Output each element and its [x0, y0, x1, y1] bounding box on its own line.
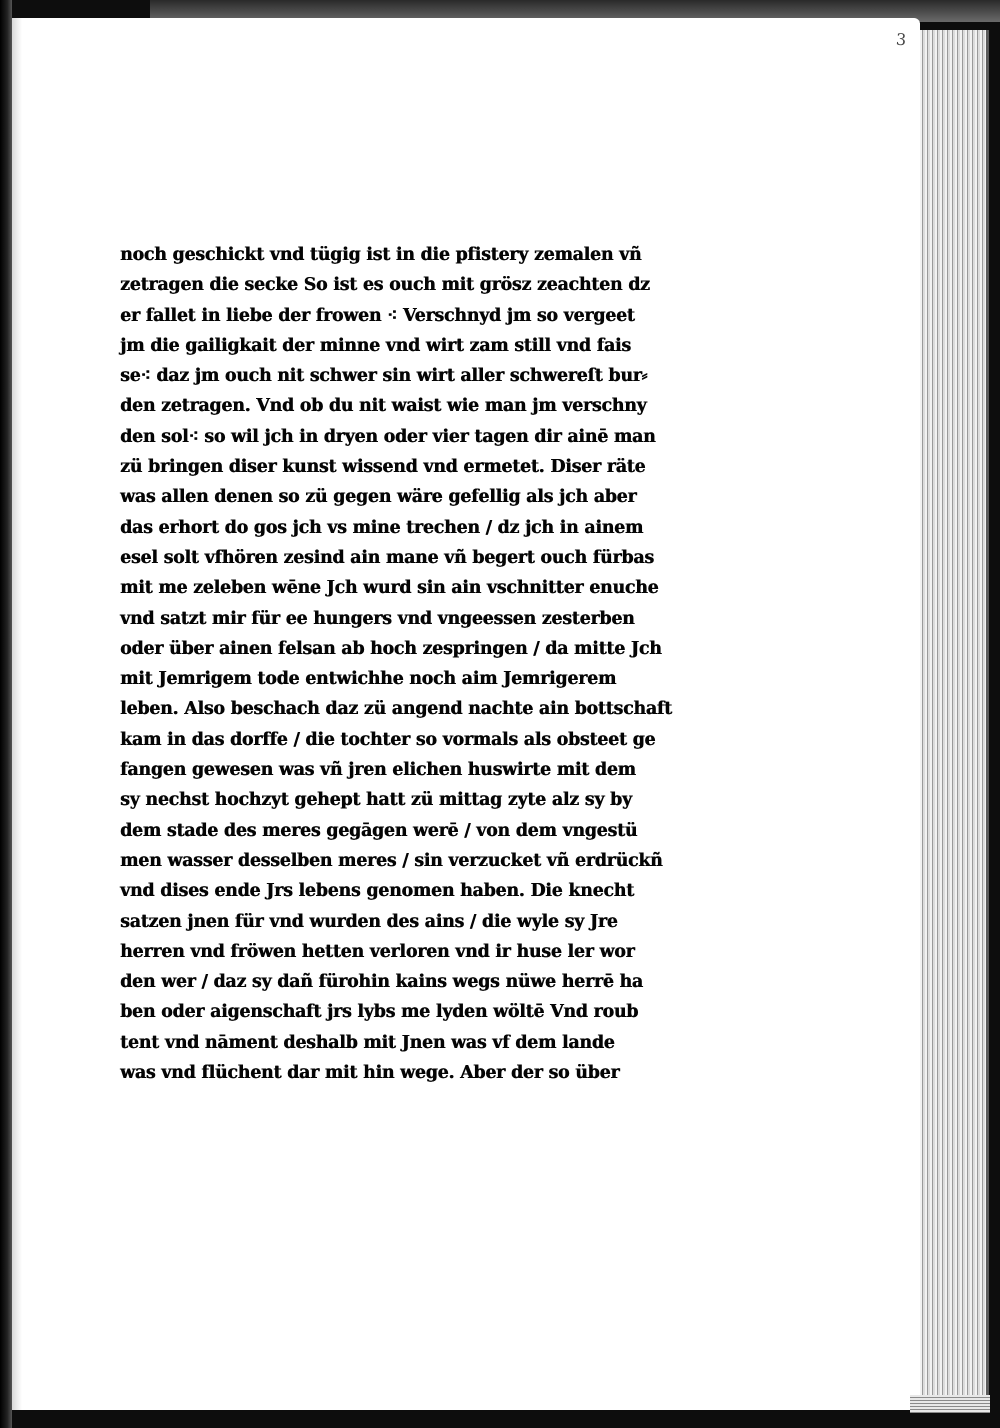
folio-number: 3 — [895, 29, 907, 50]
text-line: zetragen die secke So ist es ouch mit grösz zeachten dz — [120, 275, 650, 296]
text-line: dem stade des meres gegāgen werē / von dem vngestü — [120, 820, 638, 841]
text-line: den zetragen. Vnd ob du nit waist wie man jm verschny — [120, 396, 647, 417]
text-line: vnd dises ende Jrs lebens genomen haben. Die knecht — [120, 881, 634, 902]
text-line: tent vnd nāment deshalb mit Jnen was vf dem lande — [120, 1032, 615, 1053]
text-line: den wer / daz sy dañ fürohin kains wegs nüwe herrē ha — [120, 972, 643, 993]
text-line: fangen gewesen was vñ jren elichen huswirte mit dem — [120, 760, 636, 781]
page-curl-shadow — [12, 18, 22, 1410]
text-line: esel solt vfhören zesind ain mane vñ begert ouch fürbas — [120, 547, 654, 568]
text-line: mit me zeleben wēne Jch wurd sin ain vschnitter enuche — [120, 578, 659, 599]
text-line: noch geschickt vnd tügig ist in die pfistery zemalen vñ — [120, 245, 642, 265]
text-line: zü bringen diser kunst wissend vnd ermetet. Diser räte — [120, 457, 646, 478]
page-stack-edges — [920, 30, 989, 1400]
text-line: herren vnd fröwen hetten verloren vnd ir huse ler wor — [120, 941, 635, 962]
text-line: oder über ainen felsan ab hoch zespringen / da mitte Jch — [120, 638, 662, 659]
text-line: sy nechst hochzyt gehept hatt zü mittag zyte alz sy by — [120, 790, 632, 811]
text-line: was vnd flüchent dar mit hin wege. Aber der so über — [120, 1063, 620, 1084]
text-line: was allen denen so zü gegen wäre gefellig als jch aber — [120, 487, 637, 508]
text-line: den sol⁖ so wil jch in dryen oder vier tagen dir ainē man — [120, 426, 656, 447]
text-line: kam in das dorffe / die tochter so vormals als obsteet ge — [120, 729, 656, 750]
text-line: satzen jnen für vnd wurden des ains / die wyle sy Jre — [120, 911, 618, 932]
text-line: vnd satzt mir für ee hungers vnd vngeessen zesterben — [120, 608, 635, 629]
page-stack-bottom — [910, 1395, 990, 1413]
text-line: das erhort do gos jch vs mine trechen / dz jch in ainem — [120, 517, 644, 538]
text-line: mit Jemrigem tode entwichhe noch aim Jemrigerem — [120, 669, 617, 690]
text-line: jm die gailigkait der minne vnd wirt zam still vnd fais — [120, 335, 631, 356]
text-line: men wasser desselben meres / sin verzucket vñ erdrückñ — [120, 850, 663, 871]
text-line: leben. Also beschach daz zü angend nachte ain bottschaft — [120, 699, 672, 720]
text-line: ben oder aigenschaft jrs lybs me lyden wöltē Vnd roub — [120, 1002, 639, 1023]
text-line: er fallet in liebe der frowen ⁖ Verschnyd jm so vergeet — [120, 305, 635, 326]
text-line: se⁖ daz jm ouch nit schwer sin wirt aller schwereſt bur⸗ — [120, 366, 648, 387]
text-block — [120, 240, 685, 1088]
binding-gutter — [0, 0, 12, 1428]
